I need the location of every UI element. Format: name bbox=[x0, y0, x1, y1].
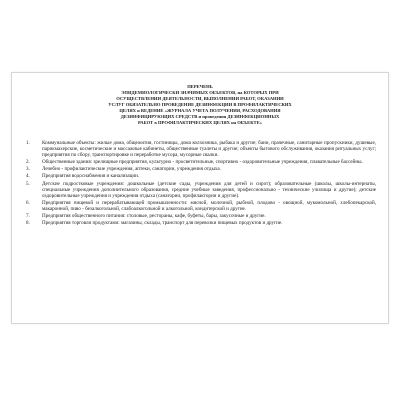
list-item bbox=[24, 140, 376, 158]
document-heading bbox=[24, 84, 376, 126]
item-text: Детские подростковые учреждения: дошкольные (детские сады, учреждения для детей и сирот); образовательные (школы, школы-интернаты, специальные учреждения дополнительного образования, средние учебные заведения, профессионально - технические училища и другие); детские оздоровительные учреждения и учреждения отдыха (санатории, профилактории и другие). bbox=[42, 180, 376, 199]
objects-list bbox=[24, 140, 376, 226]
list-item bbox=[24, 166, 376, 172]
heading-line: ДЕЗИНФИЦИРУЮЩИХ СРЕДСТВ и проведения ДЕЗИНФЕКЦИОННЫХ bbox=[120, 114, 280, 119]
item-number: 8. bbox=[26, 220, 30, 227]
item-number: 1. bbox=[26, 140, 30, 146]
list-item bbox=[24, 213, 376, 219]
heading-line: ПЕРЕЧЕНЬ bbox=[187, 84, 213, 89]
item-number: 7. bbox=[26, 213, 30, 220]
heading-line: РАБОТ в ПРОФИЛАКТИЧЕСКИХ ЦЕЛЯХ на ОБЪЕКТЕ» bbox=[138, 120, 262, 125]
item-number: 5. bbox=[26, 180, 30, 187]
item-text: Коммунальные объекты: жилые дома, общежития, гостиницы, дома колхозника, рыбака и другие; бани, прачечные, санитарные пропускники, душевые, парикмахерские, косметические и массажные кабинеты, общественные туалеты и другие; объекты бытового обслуживания, оказания ритуальных услуг; предприятия по сбору, транспортировке и переработке мусора, мусорные свалки. bbox=[42, 140, 376, 159]
list-item bbox=[24, 220, 376, 226]
heading-line: УСЛУГ ОБЯЗАТЕЛЬНО ПРОВЕДЕНИЕ ДЕЗИНФЕКЦИИ В ПРОФИЛАКТИЧЕСКИХ bbox=[108, 102, 292, 107]
list-item bbox=[24, 173, 376, 179]
item-text: Общественные здания: зрелищные предприятия, культурно - просветительные, спортивно - оздоровительные учреждения, плавательные бассейны. bbox=[42, 159, 363, 166]
list-item bbox=[24, 200, 376, 212]
heading-line: ЭПИДЕМИОЛОГИЧЕСКИ ЗНАЧИМЫХ ОБЪЕКТОВ, на КОТОРЫХ ПРИ bbox=[121, 90, 279, 95]
document-page bbox=[11, 72, 389, 324]
item-text: Предприятия пищевой и перерабатывающей промышленности: мясной, молочной, рыбной, плодово - овощной, мукомольной, хлебопекарской, макаронной, пиво - безалкогольной, слабоалкогольной и алкогольной, кондитерской и другие. bbox=[42, 199, 376, 212]
list-item bbox=[24, 159, 376, 165]
item-number: 2. bbox=[26, 159, 30, 166]
item-text: Предприятия торговли продуктами: магазины, склады, транспорт для перевозки пищевых продуктов и другие. bbox=[42, 220, 283, 227]
item-number: 6. bbox=[26, 199, 30, 206]
item-number: 4. bbox=[26, 173, 30, 180]
item-number: 3. bbox=[26, 166, 30, 173]
item-text: Предприятия общественного питания: столовые, рестораны, кафе, буфеты, бары, закусочные и другие. bbox=[42, 213, 266, 220]
item-text: Предприятия водоснабжения и канализации. bbox=[42, 173, 140, 180]
heading-line: ОСУЩЕСТВЛЕНИИ ДЕЯТЕЛЬНОСТИ, ВЫПОЛНЕНИИ РАБОТ, ОКАЗАНИИ bbox=[116, 96, 284, 101]
heading-line: ЦЕЛЯХ и ВЕДЕНИЕ «ЖУРНАЛА УЧЕТА ПОЛУЧЕНИЯ, РАСХОДОВАНИЯ bbox=[119, 108, 281, 113]
list-item bbox=[24, 181, 376, 199]
item-text: Лечебно - профилактические учреждения, аптеки, санатории, учреждения отдыха. bbox=[42, 166, 221, 173]
